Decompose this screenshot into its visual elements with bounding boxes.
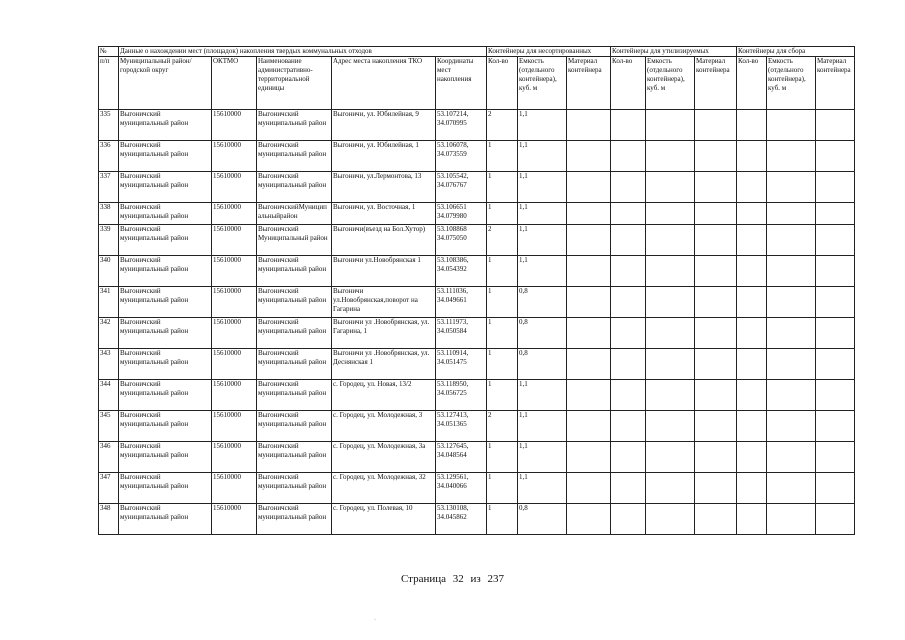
cell-count: 1 xyxy=(487,318,518,349)
cell-empty xyxy=(646,349,695,380)
cell-empty xyxy=(816,225,855,256)
cell-empty xyxy=(767,411,816,442)
cell-capacity: 0,8 xyxy=(518,349,567,380)
cell-empty xyxy=(767,318,816,349)
cell-capacity: 1,1 xyxy=(518,203,567,225)
cell-empty xyxy=(737,110,767,141)
header-oktmo: ОКТМО xyxy=(212,57,257,110)
cell-empty xyxy=(646,203,695,225)
cell-empty xyxy=(646,442,695,473)
cell-count: 1 xyxy=(487,287,518,318)
cell-empty xyxy=(646,380,695,411)
cell-oktmo: 15610000 xyxy=(212,473,257,504)
cell-empty xyxy=(567,504,611,535)
cell-empty xyxy=(695,473,737,504)
table-row xyxy=(99,172,855,203)
cell-empty xyxy=(767,225,816,256)
cell-address: с. Городец, ул. Молодежная, 32 xyxy=(332,473,436,504)
cell-unit: Выгоничский муниципальный район xyxy=(257,442,332,473)
cell-oktmo: 15610000 xyxy=(212,411,257,442)
cell-empty xyxy=(567,203,611,225)
cell-capacity: 1,1 xyxy=(518,110,567,141)
cell-unit: Выгоничский муниципальный район xyxy=(257,318,332,349)
cell-empty xyxy=(816,442,855,473)
cell-empty xyxy=(567,110,611,141)
cell-empty xyxy=(611,225,646,256)
cell-count: 1 xyxy=(487,172,518,203)
cell-oktmo: 15610000 xyxy=(212,225,257,256)
cell-coords: 53.107214, 34.070995 xyxy=(436,110,487,141)
cell-address: Выгоничи ул .Новобрянская, ул. Деснянская 1 xyxy=(332,349,436,380)
header-row-sub xyxy=(99,57,855,110)
cell-address: Выгоничи, ул. Юбилейная, 9 xyxy=(332,110,436,141)
cell-district: Выгоничский муниципальный район xyxy=(119,225,212,256)
cell-empty xyxy=(567,141,611,172)
header-c2-material: Материал контейнера xyxy=(695,57,737,110)
header-row-top xyxy=(99,47,855,57)
cell-empty xyxy=(611,172,646,203)
cell-oktmo: 15610000 xyxy=(212,172,257,203)
cell-unit: ВыгоничскийМуниципальныйрайон xyxy=(257,203,332,225)
cell-empty xyxy=(567,318,611,349)
header-c2-count: Кол-во xyxy=(611,57,646,110)
cell-capacity: 1,1 xyxy=(518,380,567,411)
cell-coords: 53.106651 34.079980 xyxy=(436,203,487,225)
cell-capacity: 1,1 xyxy=(518,172,567,203)
cell-empty xyxy=(695,256,737,287)
cell-unit: Выгоничский муниципальный район xyxy=(257,110,332,141)
cell-empty xyxy=(611,442,646,473)
cell-unit: Выгоничский муниципальный район xyxy=(257,349,332,380)
cell-empty xyxy=(695,203,737,225)
header-coords: Координаты мест накопления xyxy=(436,57,487,110)
cell-empty xyxy=(767,504,816,535)
table-row xyxy=(99,256,855,287)
cell-capacity: 1,1 xyxy=(518,225,567,256)
header-num: № xyxy=(99,47,119,57)
table-row xyxy=(99,141,855,172)
cell-empty xyxy=(737,225,767,256)
header-unit: Наименование административно-территориальной единицы xyxy=(257,57,332,110)
cell-district: Выгоничский муниципальный район xyxy=(119,141,212,172)
cell-coords: 53.105542, 34.076767 xyxy=(436,172,487,203)
cell-address: Выгоничи ул .Новобрянская, ул. Гагарина, 1 xyxy=(332,318,436,349)
header-c1-material: Материал контейнера xyxy=(567,57,611,110)
cell-address: Выгоничи(въезд на Бол.Хутор) xyxy=(332,225,436,256)
cell-empty xyxy=(816,504,855,535)
page-label: Страница xyxy=(400,573,447,585)
cell-oktmo: 15610000 xyxy=(212,504,257,535)
cell-num: 338 xyxy=(99,203,119,225)
cell-coords: 53.110914, 34.051475 xyxy=(436,349,487,380)
cell-district: Выгоничский муниципальный район xyxy=(119,411,212,442)
cell-empty xyxy=(816,141,855,172)
cell-address: с. Городец, ул. Молодежная, 3 xyxy=(332,411,436,442)
table-body xyxy=(99,110,855,535)
cell-capacity: 1,1 xyxy=(518,411,567,442)
cell-oktmo: 15610000 xyxy=(212,349,257,380)
cell-oktmo: 15610000 xyxy=(212,442,257,473)
cell-district: Выгоничский муниципальный район xyxy=(119,256,212,287)
header-util-group: Контейнеры для утилизируемых xyxy=(611,47,737,57)
cell-count: 1 xyxy=(487,473,518,504)
cell-coords: 53.129561, 34.040066 xyxy=(436,473,487,504)
cell-unit: Выгоничский муниципальный район xyxy=(257,473,332,504)
cell-oktmo: 15610000 xyxy=(212,203,257,225)
cell-capacity: 1,1 xyxy=(518,141,567,172)
cell-coords: 53.111973, 34.050584 xyxy=(436,318,487,349)
cell-empty xyxy=(567,473,611,504)
table-row xyxy=(99,110,855,141)
cell-empty xyxy=(646,225,695,256)
cell-empty xyxy=(767,110,816,141)
cell-coords: 53.106078, 34.073559 xyxy=(436,141,487,172)
cell-num: 342 xyxy=(99,318,119,349)
cell-district: Выгоничский муниципальный район xyxy=(119,172,212,203)
cell-num: 337 xyxy=(99,172,119,203)
cell-address: Выгоничи ул.Новобрянская,поворот на Гагарина xyxy=(332,287,436,318)
cell-empty xyxy=(767,473,816,504)
header-unsorted-group: Контейнеры для несортированных xyxy=(487,47,611,57)
table-row xyxy=(99,349,855,380)
table-row xyxy=(99,380,855,411)
cell-empty xyxy=(695,110,737,141)
cell-empty xyxy=(737,380,767,411)
cell-empty xyxy=(611,380,646,411)
cell-empty xyxy=(567,172,611,203)
cell-empty xyxy=(737,504,767,535)
cell-empty xyxy=(611,256,646,287)
cell-capacity: 1,1 xyxy=(518,442,567,473)
table-row xyxy=(99,442,855,473)
cell-empty xyxy=(695,442,737,473)
cell-empty xyxy=(695,318,737,349)
cell-empty xyxy=(737,287,767,318)
cell-empty xyxy=(767,349,816,380)
cell-oktmo: 15610000 xyxy=(212,318,257,349)
cell-count: 1 xyxy=(487,504,518,535)
cell-empty xyxy=(767,442,816,473)
cell-empty xyxy=(767,203,816,225)
cell-empty xyxy=(695,380,737,411)
cell-empty xyxy=(611,141,646,172)
cell-empty xyxy=(737,411,767,442)
cell-district: Выгоничский муниципальный район xyxy=(119,473,212,504)
cell-unit: Выгоничский муниципальный район xyxy=(257,287,332,318)
cell-unit: Выгоничский муниципальный район xyxy=(257,172,332,203)
cell-district: Выгоничский муниципальный район xyxy=(119,287,212,318)
cell-empty xyxy=(695,141,737,172)
cell-empty xyxy=(737,318,767,349)
cell-empty xyxy=(737,141,767,172)
header-address: Адрес места накопления ТКО xyxy=(332,57,436,110)
header-district: Муниципальный район/городской округ xyxy=(119,57,212,110)
cell-empty xyxy=(611,287,646,318)
cell-count: 2 xyxy=(487,225,518,256)
table-row xyxy=(99,203,855,225)
cell-empty xyxy=(737,349,767,380)
cell-coords: 53.111036, 34.049661 xyxy=(436,287,487,318)
cell-oktmo: 15610000 xyxy=(212,287,257,318)
cell-num: 336 xyxy=(99,141,119,172)
cell-num: 335 xyxy=(99,110,119,141)
cell-coords: 53.127645, 34.048564 xyxy=(436,442,487,473)
cell-num: 346 xyxy=(99,442,119,473)
cell-capacity: 0,8 xyxy=(518,504,567,535)
cell-empty xyxy=(737,203,767,225)
cell-unit: Выгоничский муниципальный район xyxy=(257,141,332,172)
cell-address: Выгоничи, ул.Лермонтова, 13 xyxy=(332,172,436,203)
cell-empty xyxy=(646,411,695,442)
header-collect-group: Контейнеры для сбора xyxy=(737,47,855,57)
table-row xyxy=(99,473,855,504)
cell-coords: 53.127413, 34.051365 xyxy=(436,411,487,442)
cell-capacity: 0,8 xyxy=(518,318,567,349)
cell-empty xyxy=(695,504,737,535)
cell-count: 1 xyxy=(487,442,518,473)
cell-count: 1 xyxy=(487,203,518,225)
cell-empty xyxy=(695,172,737,203)
cell-unit: Выгоничский муниципальный район xyxy=(257,411,332,442)
cell-num: 339 xyxy=(99,225,119,256)
cell-count: 1 xyxy=(487,349,518,380)
cell-district: Выгоничский муниципальный район xyxy=(119,203,212,225)
header-c1-count: Кол-во xyxy=(487,57,518,110)
cell-empty xyxy=(767,256,816,287)
cell-empty xyxy=(646,172,695,203)
cell-empty xyxy=(567,411,611,442)
cell-count: 1 xyxy=(487,380,518,411)
cell-address: с. Городец, ул. Молодежная, 3а xyxy=(332,442,436,473)
cell-unit: Выгоничский муниципальный район xyxy=(257,256,332,287)
cell-count: 1 xyxy=(487,256,518,287)
cell-oktmo: 15610000 xyxy=(212,110,257,141)
table-row xyxy=(99,225,855,256)
cell-empty xyxy=(567,256,611,287)
cell-empty xyxy=(695,411,737,442)
cell-empty xyxy=(567,380,611,411)
cell-empty xyxy=(695,287,737,318)
cell-empty xyxy=(567,442,611,473)
table-row xyxy=(99,287,855,318)
cell-empty xyxy=(567,225,611,256)
cell-address: Выгоничи, ул. Восточная, 1 xyxy=(332,203,436,225)
cell-oktmo: 15610000 xyxy=(212,380,257,411)
cell-empty xyxy=(816,256,855,287)
cell-unit: Выгоничский муниципальный район xyxy=(257,380,332,411)
cell-empty xyxy=(737,172,767,203)
cell-empty xyxy=(611,110,646,141)
cell-empty xyxy=(611,473,646,504)
page-of-label: из xyxy=(470,573,481,585)
cell-empty xyxy=(646,473,695,504)
cell-address: Выгоничи ул.Новобрянская 1 xyxy=(332,256,436,287)
cell-empty xyxy=(816,172,855,203)
cell-address: Выгоничи, ул. Юбилейная, 1 xyxy=(332,141,436,172)
cell-empty xyxy=(611,504,646,535)
cell-empty xyxy=(816,411,855,442)
table-row xyxy=(99,411,855,442)
cell-coords: 53.130108, 34.045862 xyxy=(436,504,487,535)
cell-coords: 53.108386, 34.054392 xyxy=(436,256,487,287)
cell-num: 345 xyxy=(99,411,119,442)
cell-capacity: 1,1 xyxy=(518,473,567,504)
cell-capacity: 0,8 xyxy=(518,287,567,318)
cell-empty xyxy=(611,203,646,225)
cell-empty xyxy=(816,318,855,349)
page-number: 32 xyxy=(452,573,464,585)
cell-num: 340 xyxy=(99,256,119,287)
cell-empty xyxy=(646,504,695,535)
cell-empty xyxy=(567,287,611,318)
header-c1-capacity: Емкость (отдельного контейнера), куб. м xyxy=(518,57,567,110)
cell-empty xyxy=(767,380,816,411)
cell-empty xyxy=(646,318,695,349)
cell-address: с. Городец, ул. Новая, 13/2 xyxy=(332,380,436,411)
cell-empty xyxy=(611,411,646,442)
cell-empty xyxy=(737,256,767,287)
cell-district: Выгоничский муниципальный район xyxy=(119,110,212,141)
header-c2-capacity: Емкость (отдельного контейнера), куб. м xyxy=(646,57,695,110)
cell-district: Выгоничский муниципальный район xyxy=(119,442,212,473)
scan-dot: · xyxy=(374,617,376,623)
cell-empty xyxy=(611,318,646,349)
cell-empty xyxy=(816,380,855,411)
cell-district: Выгоничский муниципальный район xyxy=(119,504,212,535)
cell-empty xyxy=(611,349,646,380)
cell-empty xyxy=(816,287,855,318)
cell-empty xyxy=(646,287,695,318)
header-pp: п/п xyxy=(99,57,119,110)
cell-empty xyxy=(737,442,767,473)
cell-empty xyxy=(695,225,737,256)
cell-capacity: 1,1 xyxy=(518,256,567,287)
cell-oktmo: 15610000 xyxy=(212,141,257,172)
header-c3-capacity: Емкость (отдельного контейнера), куб. м xyxy=(767,57,816,110)
cell-district: Выгоничский муниципальный район xyxy=(119,318,212,349)
table-row xyxy=(99,504,855,535)
cell-empty xyxy=(646,110,695,141)
cell-count: 1 xyxy=(487,141,518,172)
cell-num: 344 xyxy=(99,380,119,411)
cell-empty xyxy=(816,349,855,380)
cell-num: 348 xyxy=(99,504,119,535)
header-data-group: Данные о нахождении мест (площадок) накопления твердых коммунальных отходов xyxy=(119,47,487,57)
cell-empty xyxy=(767,172,816,203)
cell-empty xyxy=(816,110,855,141)
cell-address: с. Городец, ул. Полевая, 10 xyxy=(332,504,436,535)
cell-empty xyxy=(646,256,695,287)
cell-empty xyxy=(695,349,737,380)
page-total: 237 xyxy=(487,573,505,585)
cell-empty xyxy=(646,141,695,172)
cell-district: Выгоничский муниципальный район xyxy=(119,380,212,411)
cell-unit: Выгоничский Муниципальный район xyxy=(257,225,332,256)
cell-empty xyxy=(816,473,855,504)
cell-district: Выгоничский муниципальный район xyxy=(119,349,212,380)
cell-unit: Выгоничский муниципальный район xyxy=(257,504,332,535)
cell-empty xyxy=(567,349,611,380)
cell-empty xyxy=(816,203,855,225)
cell-empty xyxy=(737,473,767,504)
cell-num: 347 xyxy=(99,473,119,504)
header-c3-count: Кол-во xyxy=(737,57,767,110)
cell-num: 341 xyxy=(99,287,119,318)
header-c3-material: Материал контейнера xyxy=(816,57,855,110)
cell-coords: 53.108868 34.075050 xyxy=(436,225,487,256)
page-footer xyxy=(0,573,905,585)
table-row xyxy=(99,318,855,349)
cell-empty xyxy=(767,141,816,172)
cell-num: 343 xyxy=(99,349,119,380)
cell-oktmo: 15610000 xyxy=(212,256,257,287)
cell-count: 2 xyxy=(487,411,518,442)
cell-empty xyxy=(767,287,816,318)
cell-count: 2 xyxy=(487,110,518,141)
cell-coords: 53.118950, 34.056725 xyxy=(436,380,487,411)
waste-sites-table xyxy=(98,46,855,535)
